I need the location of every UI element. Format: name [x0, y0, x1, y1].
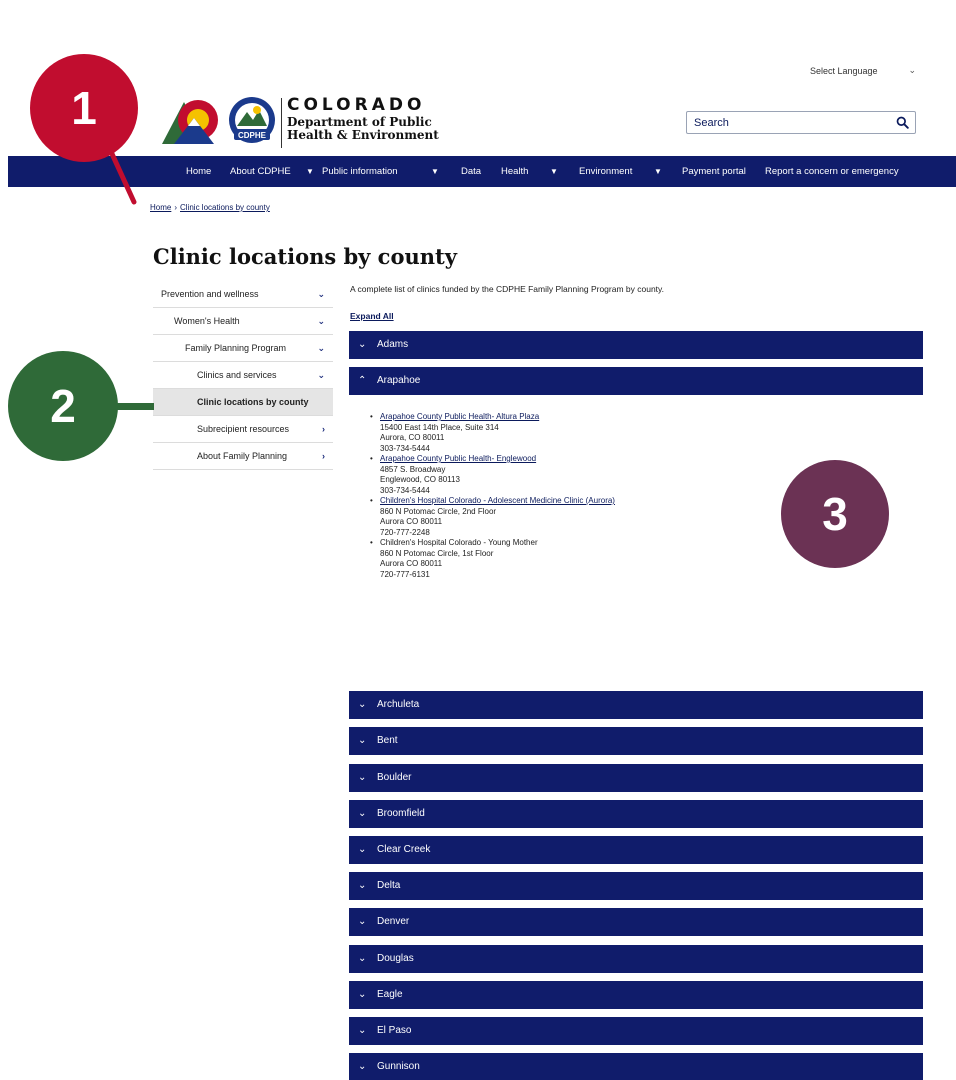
callout-badge-1: 1: [30, 54, 138, 162]
clinic-phone: 720-777-2248: [380, 527, 430, 537]
chevron-down-icon[interactable]: ⌄: [317, 370, 325, 380]
nav-item-report-concern[interactable]: Report a concern or emergency: [765, 166, 899, 177]
sidebar-item-label: Clinics and services: [197, 370, 277, 380]
language-select-label: Select Language: [810, 66, 878, 76]
sidebar-item-subrecipient[interactable]: [153, 416, 333, 443]
sidebar-item-family-planning[interactable]: [153, 335, 333, 362]
accordion-label: Bent: [377, 735, 398, 746]
chevron-down-icon[interactable]: ⌄: [317, 289, 325, 299]
clinic-name: • Children's Hospital Colorado - Young Mother: [380, 538, 538, 547]
nav-item-environment[interactable]: Environment: [579, 166, 633, 177]
arapahoe-clinic-list: [370, 412, 790, 580]
chevron-down-icon: ⌄: [358, 916, 367, 927]
caret-down-icon[interactable]: ▼: [550, 167, 558, 176]
accordion-label: Douglas: [377, 953, 414, 964]
clinic-phone: 720-777-6131: [380, 569, 430, 579]
chevron-down-icon[interactable]: ⌄: [317, 343, 325, 353]
nav-item-data[interactable]: Data: [461, 166, 482, 177]
callout-badge-2: 2: [8, 351, 118, 461]
sidebar-item-about-family-planning[interactable]: [153, 443, 333, 470]
sidebar-item-prevention[interactable]: [153, 281, 333, 308]
accordion-broomfield[interactable]: [349, 800, 923, 828]
accordion-arapahoe[interactable]: [349, 367, 923, 395]
cdphe-seal-icon: [227, 96, 277, 148]
accordion-archuleta[interactable]: [349, 691, 923, 719]
logo-text: [287, 96, 439, 142]
language-select[interactable]: [780, 64, 920, 80]
clinic-link[interactable]: • Arapahoe County Public Health- Altura Plaza: [380, 412, 540, 421]
chevron-down-icon: ⌄: [358, 953, 367, 964]
chevron-down-icon: ⌄: [358, 1061, 367, 1072]
chevron-down-icon: ⌄: [358, 880, 367, 891]
clinic-address-line: 860 N Potomac Circle, 2nd Floor: [380, 506, 497, 516]
nav-item-payment-portal[interactable]: Payment portal: [682, 166, 746, 177]
clinic-address-line: Englewood, CO 80113: [380, 475, 460, 484]
accordion-delta[interactable]: [349, 872, 923, 900]
clinic-address-line: Aurora CO 80011: [380, 517, 443, 526]
accordion-label: Adams: [377, 339, 409, 350]
nav-item-about[interactable]: About CDPHE: [230, 166, 291, 177]
clinic-address-line: 860 N Potomac Circle, 1st Floor: [380, 548, 494, 558]
chevron-down-icon: ⌄: [358, 735, 367, 746]
sidebar-item-label: Women's Health: [174, 316, 240, 326]
list-item: [370, 412, 790, 454]
accordion-denver[interactable]: [349, 908, 923, 936]
chevron-up-icon: ⌃: [358, 375, 367, 386]
breadcrumb-home-link[interactable]: Home: [150, 203, 172, 212]
accordion-bent[interactable]: [349, 727, 923, 755]
sidebar-item-womens-health[interactable]: [153, 308, 333, 335]
sidebar-item-label: Family Planning Program: [185, 343, 287, 353]
chevron-right-icon[interactable]: ›: [322, 424, 325, 434]
chevron-down-icon: ⌄: [358, 772, 367, 783]
accordion-douglas[interactable]: [349, 945, 923, 973]
list-item: [370, 496, 790, 538]
accordion-label: Archuleta: [377, 699, 420, 710]
clinic-phone: 303-734-5444: [380, 443, 430, 453]
accordion-clear-creek[interactable]: [349, 836, 923, 864]
clinic-address-line: 4857 S. Broadway: [380, 464, 446, 474]
chevron-down-icon: ⌄: [358, 844, 367, 855]
search-input[interactable]: [694, 115, 884, 131]
page-title: Clinic locations by county: [153, 244, 457, 269]
clinic-phone: 303-734-5444: [380, 485, 430, 495]
caret-down-icon[interactable]: ▼: [306, 167, 314, 176]
clinic-address-line: Aurora, CO 80011: [380, 433, 445, 442]
accordion-label: Clear Creek: [377, 844, 431, 855]
search-icon[interactable]: [896, 116, 909, 129]
accordion-label: Eagle: [377, 989, 403, 1000]
svg-text:CDPHE: CDPHE: [237, 131, 267, 140]
breadcrumb: [150, 203, 270, 212]
accordion-label: Boulder: [377, 772, 412, 783]
main-nav: [8, 156, 956, 187]
chevron-down-icon: ⌄: [358, 699, 367, 710]
callout-badge-3: 3: [781, 460, 889, 568]
clinic-link[interactable]: • Children's Hospital Colorado - Adolescent Medicine Clinic (Aurora): [380, 496, 615, 505]
sidebar-nav: [153, 281, 333, 470]
sidebar-item-label: About Family Planning: [197, 451, 288, 461]
chevron-down-icon: ⌄: [358, 808, 367, 819]
clinic-address-line: 15400 East 14th Place, Suite 314: [380, 422, 499, 432]
chevron-down-icon: ⌄: [358, 1025, 367, 1036]
expand-all-link[interactable]: Expand All: [350, 311, 394, 321]
nav-item-public-info[interactable]: Public information: [322, 166, 398, 177]
list-item: [370, 454, 790, 496]
nav-item-health[interactable]: Health: [501, 166, 529, 177]
accordion-adams[interactable]: [349, 331, 923, 359]
accordion-label: Broomfield: [377, 808, 425, 819]
logo-dept-line1: Department of Public: [287, 115, 432, 129]
clinic-link[interactable]: • Arapahoe County Public Health- Englewood: [380, 454, 537, 463]
accordion-label: El Paso: [377, 1025, 412, 1036]
accordion-label: Denver: [377, 916, 410, 927]
colorado-flag-mountain-icon: [160, 96, 224, 146]
caret-down-icon[interactable]: ▼: [654, 167, 662, 176]
accordion-label: Arapahoe: [377, 375, 421, 386]
page-intro: A complete list of clinics funded by the CDPHE Family Planning Program by county.: [350, 284, 665, 294]
callout-2-pointer: [114, 403, 154, 410]
accordion-eagle[interactable]: [349, 981, 923, 1009]
logo-dept-line2: Health & Environment: [287, 128, 439, 142]
logo-state-name: COLORADO: [287, 95, 426, 115]
accordion-label: Delta: [377, 880, 401, 891]
breadcrumb-current-link[interactable]: Clinic locations by county: [180, 203, 270, 212]
sidebar-item-clinic-locations[interactable]: [153, 389, 333, 416]
nav-item-home[interactable]: Home: [186, 166, 212, 177]
sidebar-item-label: Subrecipient resources: [197, 424, 290, 434]
sidebar-item-label: Prevention and wellness: [161, 289, 259, 299]
sidebar-item-clinics-services[interactable]: [153, 362, 333, 389]
chevron-down-icon: ⌄: [358, 339, 367, 350]
logo-divider: [281, 98, 282, 148]
accordion-el-paso[interactable]: [349, 1017, 923, 1045]
accordion-label: Gunnison: [377, 1061, 420, 1072]
chevron-down-icon: ⌄: [908, 65, 916, 75]
accordion-boulder[interactable]: [349, 764, 923, 792]
accordion-gunnison[interactable]: [349, 1053, 923, 1080]
caret-down-icon[interactable]: ▼: [431, 167, 439, 176]
breadcrumb-separator: ›: [174, 203, 178, 212]
search-box[interactable]: [686, 111, 916, 134]
chevron-right-icon[interactable]: ›: [322, 451, 325, 461]
chevron-down-icon[interactable]: ⌄: [317, 316, 325, 326]
clinic-address-line: Aurora CO 80011: [380, 559, 443, 568]
sidebar-item-label: Clinic locations by county: [197, 397, 309, 407]
list-item: [370, 538, 790, 580]
chevron-down-icon: ⌄: [358, 989, 367, 1000]
